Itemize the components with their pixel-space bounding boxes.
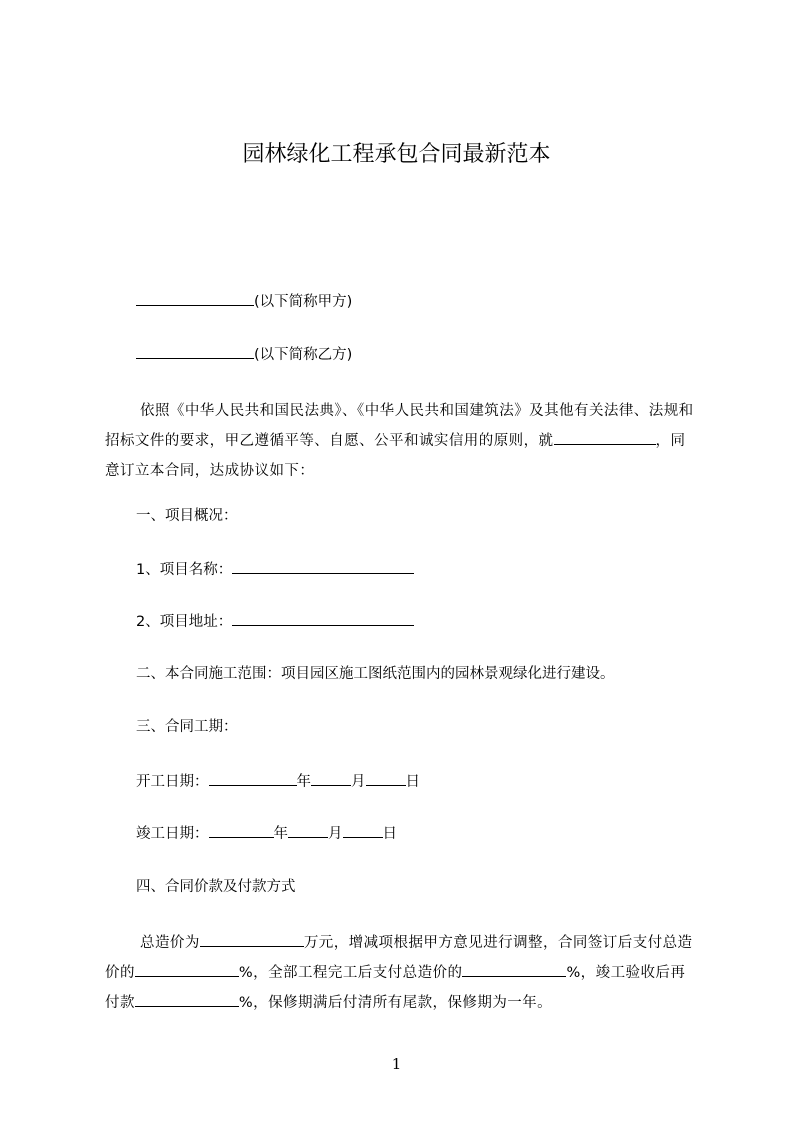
start-day-unit: 日 — [405, 774, 420, 790]
project-address-line — [136, 610, 414, 633]
end-date-line — [136, 822, 397, 845]
payment-text-2: 万元，增减项根据甲方意见进行调整，合同签订后支付总造价的 — [105, 935, 693, 981]
section-3-heading: 三、合同工期： — [136, 719, 238, 735]
payment-text-1: 总造价为 — [140, 935, 200, 951]
intro-paragraph — [105, 396, 700, 486]
intro-project-blank-2[interactable] — [614, 429, 656, 445]
end-month-blank[interactable] — [288, 822, 328, 838]
section-2-text: 二、本合同施工范围：项目园区施工图纸范围内的园林景观绿化进行建设。 — [136, 666, 615, 682]
completion-payment-percent-blank[interactable] — [462, 961, 566, 977]
first-payment-percent-blank[interactable] — [135, 961, 239, 977]
intro-text-1: 依照《中华人民共和国民法典》、《中华人民共和国建筑法》及其他有关法律、法规和招标文件的要求，甲乙遵循平等、自愿、公平和诚实信用的原则，就 — [105, 403, 694, 449]
payment-paragraph — [105, 928, 700, 1018]
start-date-line — [136, 770, 420, 793]
payment-text-3: %，全部工程完工后支付总造价的 — [238, 965, 463, 981]
end-year-unit: 年 — [273, 826, 288, 842]
project-name-blank[interactable] — [232, 558, 414, 574]
project-address-blank[interactable] — [232, 610, 414, 626]
start-date-label: 开工日期： — [136, 774, 209, 790]
document-title: 园林绿化工程承包合同最新范本 — [242, 142, 551, 167]
party-b-line — [136, 343, 352, 366]
start-month-unit: 月 — [351, 774, 366, 790]
end-day-blank[interactable] — [343, 822, 383, 838]
acceptance-payment-percent-blank[interactable] — [135, 991, 239, 1007]
total-price-blank[interactable] — [200, 931, 304, 947]
party-b-blank[interactable] — [136, 343, 254, 359]
page-number: 1 — [391, 1055, 402, 1073]
end-month-unit: 月 — [328, 826, 343, 842]
end-year-blank[interactable] — [209, 822, 274, 838]
intro-text-2: ，同意订立本合同，达成协议如下： — [105, 433, 686, 479]
party-a-suffix: (以下简称甲方) — [254, 294, 353, 310]
section-4-heading: 四、合同价款及付款方式 — [136, 879, 296, 895]
party-a-line — [136, 290, 352, 313]
party-b-suffix: (以下简称乙方) — [254, 347, 353, 363]
start-year-unit: 年 — [296, 774, 311, 790]
start-day-blank[interactable] — [366, 770, 406, 786]
section-1-heading: 一、项目概况： — [136, 508, 238, 524]
project-address-label: 2、项目地址： — [136, 614, 233, 630]
intro-project-blank-1[interactable] — [554, 429, 614, 445]
project-name-label: 1、项目名称： — [136, 562, 233, 578]
project-name-line — [136, 558, 414, 581]
start-month-blank[interactable] — [311, 770, 351, 786]
start-year-blank[interactable] — [209, 770, 297, 786]
end-day-unit: 日 — [382, 826, 397, 842]
payment-text-4: %，竣工验收后再付款 — [105, 965, 686, 1011]
party-a-blank[interactable] — [136, 290, 254, 306]
end-date-label: 竣工日期： — [136, 826, 209, 842]
payment-text-5: %，保修期满后付清所有尾款，保修期为一年。 — [238, 995, 553, 1011]
